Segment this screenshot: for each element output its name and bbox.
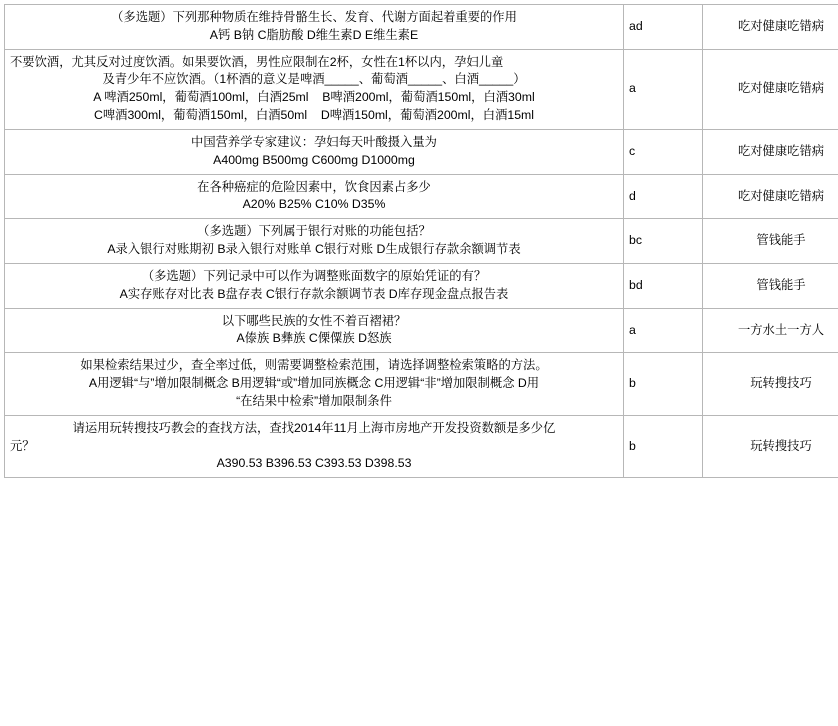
question-line: “在结果中检索”增加限制条件 <box>10 393 618 411</box>
answer-cell: bc <box>624 219 703 264</box>
question-line: （多选题）下列属于银行对账的功能包括？ <box>10 223 618 241</box>
table-row[interactable] <box>5 219 838 264</box>
question-line: 及青少年不应饮酒。（1杯酒的意义是啤酒_____、葡萄酒_____、白酒_____） <box>10 71 618 89</box>
answer-cell: a <box>624 308 703 353</box>
question-cell <box>5 49 624 129</box>
question-line: A录入银行对账期初 B录入银行对账单 C银行对账 D生成银行存款余额调节表 <box>10 241 618 259</box>
answer-cell: bd <box>624 263 703 308</box>
question-cell <box>5 174 624 219</box>
question-cell <box>5 308 624 353</box>
question-line: A20% B25% C10% D35% <box>10 196 618 214</box>
question-line: 在各种癌症的危险因素中，饮食因素占多少 <box>10 179 618 197</box>
question-cell <box>5 129 624 174</box>
question-line: 如果检索结果过少，查全率过低，则需要调整检索范围，请选择调整检索策略的方法。 <box>10 357 618 375</box>
table-row[interactable] <box>5 129 838 174</box>
question-line: 请运用玩转搜技巧教会的查找方法，查找2014年11月上海市房地产开发投资数额是多少亿 <box>10 420 618 438</box>
table-row[interactable] <box>5 263 838 308</box>
question-bank-table <box>4 4 838 478</box>
category-cell: 吃对健康吃错病 <box>703 174 838 219</box>
question-line: A傣族 B彝族 C傈僳族 D怒族 <box>10 330 618 348</box>
answer-cell: a <box>624 49 703 129</box>
question-line: （多选题）下列那种物质在维持骨骼生长、发育、代谢方面起着重要的作用 <box>10 9 618 27</box>
category-cell: 吃对健康吃错病 <box>703 5 838 50</box>
category-cell: 吃对健康吃错病 <box>703 129 838 174</box>
category-cell: 管钱能手 <box>703 219 838 264</box>
table-row[interactable] <box>5 353 838 415</box>
category-cell: 吃对健康吃错病 <box>703 49 838 129</box>
question-line: 不要饮酒，尤其反对过度饮酒。如果要饮酒，男性应限制在2杯，女性在1杯以内，孕妇儿童 <box>10 54 618 72</box>
table-row[interactable] <box>5 49 838 129</box>
category-cell: 玩转搜技巧 <box>703 415 838 477</box>
category-cell: 玩转搜技巧 <box>703 353 838 415</box>
question-cell <box>5 415 624 477</box>
table-row[interactable] <box>5 174 838 219</box>
question-cell <box>5 5 624 50</box>
answer-cell: b <box>624 415 703 477</box>
answer-cell: ad <box>624 5 703 50</box>
spreadsheet-sheet <box>0 4 838 726</box>
category-cell: 管钱能手 <box>703 263 838 308</box>
question-cell <box>5 263 624 308</box>
table-row[interactable] <box>5 415 838 477</box>
table-row[interactable] <box>5 5 838 50</box>
question-line: 元？ <box>10 438 618 456</box>
question-line: A390.53 B396.53 C393.53 D398.53 <box>10 455 618 473</box>
question-line: C啤酒300ml，葡萄酒150ml，白酒50ml D啤酒150ml，葡萄酒200ml，白酒15ml <box>10 107 618 125</box>
question-line: A钙 B钠 C脂肪酸 D维生素D E维生素E <box>10 27 618 45</box>
table-body <box>5 5 838 478</box>
answer-cell: c <box>624 129 703 174</box>
question-line: A400mg B500mg C600mg D1000mg <box>10 152 618 170</box>
question-line: A 啤酒250ml，葡萄酒100ml，白酒25ml B啤酒200ml，葡萄酒150ml，白酒30ml <box>10 89 618 107</box>
category-cell: 一方水土一方人 <box>703 308 838 353</box>
question-line: （多选题）下列记录中可以作为调整账面数字的原始凭证的有？ <box>10 268 618 286</box>
table-row[interactable] <box>5 308 838 353</box>
question-line: A实存账存对比表 B盘存表 C银行存款余额调节表 D库存现金盘点报告表 <box>10 286 618 304</box>
answer-cell: d <box>624 174 703 219</box>
question-cell <box>5 353 624 415</box>
question-cell <box>5 219 624 264</box>
question-line: A用逻辑“与”增加限制概念 B用逻辑“或”增加同族概念 C用逻辑“非”增加限制概念 D用 <box>10 375 618 393</box>
answer-cell: b <box>624 353 703 415</box>
question-line: 中国营养学专家建议：孕妇每天叶酸摄入量为 <box>10 134 618 152</box>
question-line: 以下哪些民族的女性不着百褶裙？ <box>10 313 618 331</box>
